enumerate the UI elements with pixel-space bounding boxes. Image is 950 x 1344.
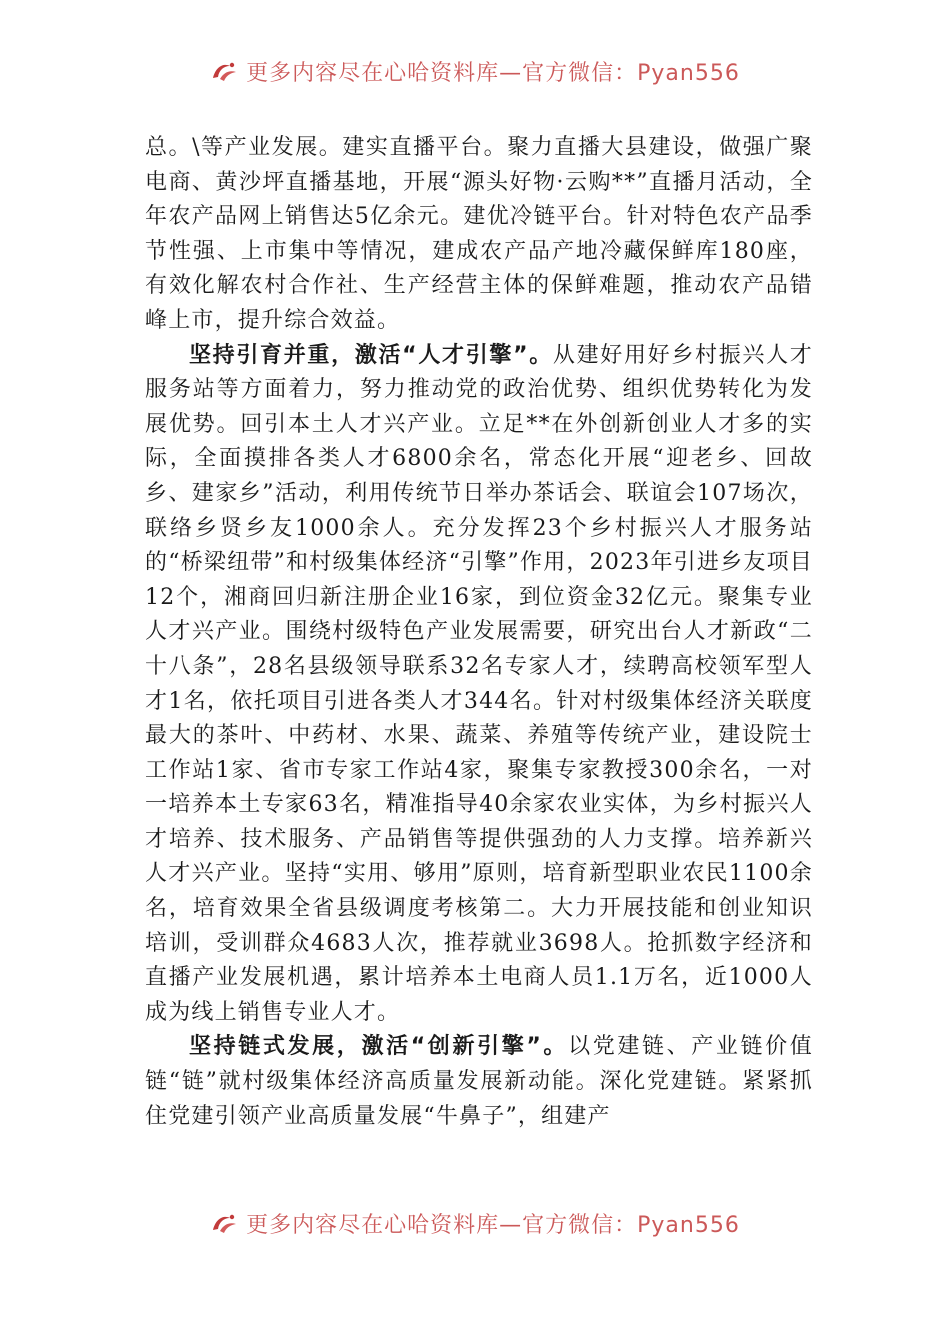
logo-icon [210, 1212, 238, 1234]
paragraph-text: 以党建链、产业链价值链“链”就村级集体经济高质量发展新动能。深化党建链。紧紧抓住党建引领产业高质量发展“牛鼻子”，组建产 [145, 1034, 813, 1129]
paragraph-2 [145, 339, 813, 1031]
paragraph-3 [145, 1030, 813, 1134]
paragraph-1 [145, 131, 813, 339]
paragraph-text: 从建好用好乡村振兴人才服务站等方面着力，努力推动党的政治优势、组织优势转化为发展优势。回引本土人才兴产业。立足**在外创新创业人才多的实际，全面摸排各类人才6800余名，常态化开展“迎老乡、回故乡、建家乡”活动，利用传统节日举办茶话会、联谊会107场次，联络乡贤乡友1000余人。充分发挥23个乡村振兴人才服务站的“桥梁纽带”和村级集体经济“引擎”作用，2023年引进乡友项目12个，湘商回归新注册企业16家，到位资金32亿元。聚集专业人才兴产业。围绕村级特色产业发展需要，研究出台人才新政“二十八条”，28名县级领导联系32名专家人才，续聘高校领军型人才1名，依托项目引进各类人才344名。针对村级集体经济关联度最大的茶叶、中药材、水果、蔬菜、养殖等传统产业，建设院士工作站1家、省市专家工作站4家，聚集专家教授300余名，一对一培养本土专家63名，精准指导40余家农业实体，为乡村振兴人才培养、技术服务、产品销售等提供强劲的人力支撑。培养新兴人才兴产业。坚持“实用、够用”原则，培育新型职业农民1100余名，培育效果全省县级调度考核第二。大力开展技能和创业知识培训，受训群众4683人次，推荐就业3698人。抢抓数字经济和直播产业发展机遇，累计培养本土电商人员1.1万名，近1000人成为线上销售专业人才。 [145, 342, 813, 1025]
watermark-text: 更多内容尽在心哈资料库—官方微信：Pyan556 [246, 1212, 740, 1238]
watermark-text: 更多内容尽在心哈资料库—官方微信：Pyan556 [246, 60, 740, 86]
document-body [145, 131, 813, 1134]
paragraph-lead: 坚持引育并重，激活“人才引擎”。 [189, 342, 553, 368]
footer-watermark [0, 1206, 950, 1240]
paragraph-text: 总。\等产业发展。建实直播平台。聚力直播大县建设，做强广聚电商、黄沙坪直播基地，开展“源头好物·云购**”直播月活动，全年农产品网上销售达5亿余元。建优冷链平台。针对特色农产品季节性强、上市集中等情况，建成农产品产地冷藏保鲜库180座，有效化解农村合作社、生产经营主体的保鲜难题，推动农产品错峰上市，提升综合效益。 [145, 135, 813, 333]
logo-icon [210, 60, 238, 82]
header-watermark [0, 54, 950, 88]
paragraph-lead: 坚持链式发展，激活“创新引擎”。 [189, 1034, 569, 1060]
